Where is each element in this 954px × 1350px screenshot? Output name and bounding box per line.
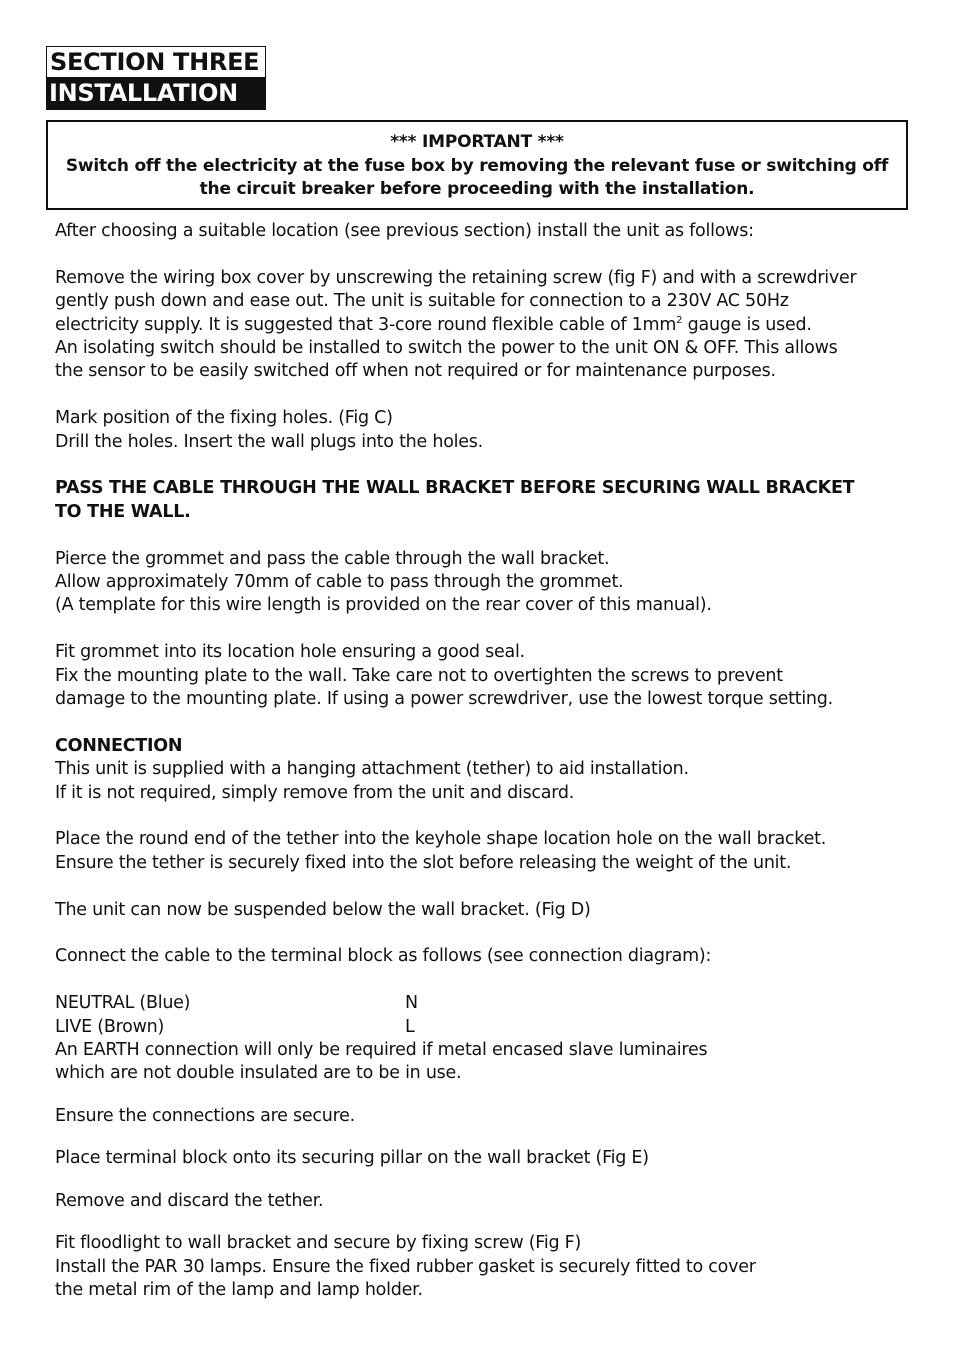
text-line: which are not double insulated are to be in use. bbox=[55, 1063, 462, 1084]
text-line: If it is not required, simply remove from the unit and discard. bbox=[55, 782, 575, 803]
terminal-paragraph bbox=[55, 945, 915, 968]
text-line: PASS THE CABLE THROUGH THE WALL BRACKET BEFORE SECURING WALL BRACKET bbox=[55, 478, 855, 499]
text-line: The unit can now be suspended below the wall bracket. (Fig D) bbox=[55, 899, 591, 920]
text-line: Remove the wiring box cover by unscrewing the retaining screw (fig F) and with a screwdriver bbox=[55, 267, 857, 288]
secure-paragraph bbox=[55, 1105, 915, 1128]
text-line: Fit floodlight to wall bracket and secure by fixing screw (Fig F) bbox=[55, 1233, 582, 1254]
pillar-paragraph bbox=[55, 1147, 915, 1170]
text-line: This unit is supplied with a hanging attachment (tether) to aid installation. bbox=[55, 759, 689, 780]
wiring-row-live bbox=[55, 1016, 915, 1039]
text-line: Ensure the connections are secure. bbox=[55, 1105, 355, 1126]
important-line-1: Switch off the electricity at the fuse box by removing the relevant fuse or switching off bbox=[65, 155, 889, 176]
important-warning-box bbox=[46, 120, 908, 210]
text-line: An isolating switch should be installed to switch the power to the unit ON & OFF. This allows bbox=[55, 338, 838, 359]
section-number: SECTION THREE bbox=[46, 46, 266, 77]
cable-warning-paragraph bbox=[55, 477, 915, 524]
text-line: Drill the holes. Insert the wall plugs into the holes. bbox=[55, 431, 483, 452]
text-line: Place the round end of the tether into the keyhole shape location hole on the wall bracket. bbox=[55, 829, 827, 850]
fixing-holes-paragraph bbox=[55, 407, 915, 454]
text-line: Pierce the grommet and pass the cable through the wall bracket. bbox=[55, 548, 610, 569]
text-line: gently push down and ease out. The unit is suitable for connection to a 230V AC 50Hz bbox=[55, 291, 789, 312]
wiring-row-neutral bbox=[55, 992, 915, 1015]
text-line: Install the PAR 30 lamps. Ensure the fixed rubber gasket is securely fitted to cover bbox=[55, 1256, 756, 1277]
connection-paragraph bbox=[55, 735, 915, 805]
tether-paragraph bbox=[55, 828, 915, 875]
section-header bbox=[46, 46, 266, 110]
text-line: Mark position of the fixing holes. (Fig C) bbox=[55, 408, 393, 429]
section-title: INSTALLATION bbox=[46, 77, 266, 110]
text-line: (A template for this wire length is provided on the rear cover of this manual). bbox=[55, 595, 712, 616]
text-line: Allow approximately 70mm of cable to pass through the grommet. bbox=[55, 572, 624, 593]
important-line-2: the circuit breaker before proceeding with the installation. bbox=[199, 179, 755, 199]
wire-label: NEUTRAL (Blue) bbox=[55, 993, 191, 1014]
text-line: damage to the mounting plate. If using a power screwdriver, use the lowest torque setting. bbox=[55, 689, 833, 710]
wiring-table bbox=[55, 992, 915, 1086]
wire-terminal: N bbox=[405, 993, 418, 1014]
mounting-plate-paragraph bbox=[55, 641, 915, 711]
text-line: Ensure the tether is securely fixed into the slot before releasing the weight of the unit. bbox=[55, 852, 792, 873]
text-line: TO THE WALL. bbox=[55, 501, 191, 522]
suspend-paragraph bbox=[55, 899, 915, 922]
intro-text: After choosing a suitable location (see previous section) install the unit as follows: bbox=[55, 221, 754, 241]
wire-label: LIVE (Brown) bbox=[55, 1016, 165, 1037]
text-line: Connect the cable to the terminal block as follows (see connection diagram): bbox=[55, 946, 712, 967]
superscript: 2 bbox=[676, 314, 683, 326]
text-line: Place terminal block onto its securing pillar on the wall bracket (Fig E) bbox=[55, 1148, 649, 1169]
grommet-paragraph bbox=[55, 548, 915, 618]
instructions-body bbox=[55, 220, 915, 1326]
text-line: An EARTH connection will only be required if metal encased slave luminaires bbox=[55, 1040, 708, 1061]
text-line: Remove and discard the tether. bbox=[55, 1190, 324, 1211]
text-line: Fit grommet into its location hole ensuring a good seal. bbox=[55, 642, 525, 663]
text-line: the metal rim of the lamp and lamp holder. bbox=[55, 1279, 423, 1300]
wire-terminal: L bbox=[405, 1016, 415, 1037]
wiring-box-paragraph bbox=[55, 267, 915, 384]
text-line: Fix the mounting plate to the wall. Take care not to overtighten the screws to prevent bbox=[55, 665, 783, 686]
text-line: electricity supply. It is suggested that 3-core round flexible cable of 1mm bbox=[55, 314, 677, 335]
connection-heading: CONNECTION bbox=[55, 735, 183, 756]
discard-paragraph bbox=[55, 1190, 915, 1213]
floodlight-paragraph bbox=[55, 1232, 915, 1302]
important-heading: *** IMPORTANT *** bbox=[390, 132, 564, 152]
intro-paragraph bbox=[55, 220, 915, 243]
text-line: gauge is used. bbox=[682, 314, 812, 335]
text-line: the sensor to be easily switched off when not required or for maintenance purposes. bbox=[55, 361, 776, 382]
